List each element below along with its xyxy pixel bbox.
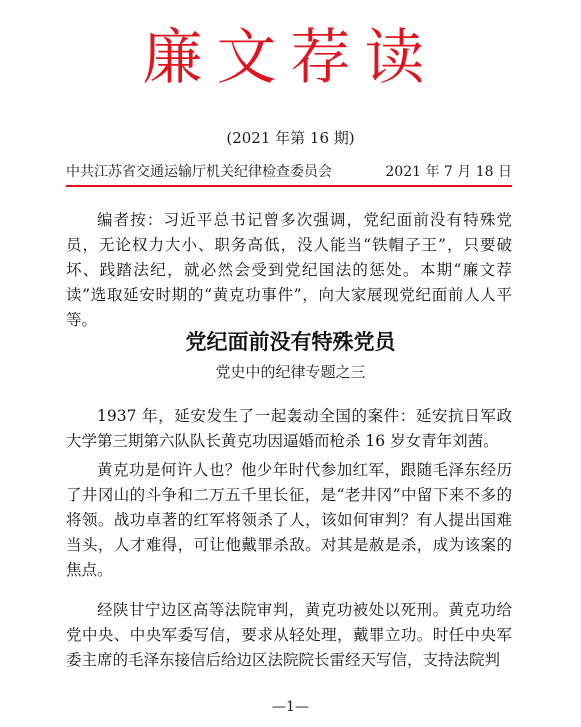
issue-date: 2021 年 7 月 18 日 [385, 164, 512, 180]
article-paragraph-3: 经陕甘宁边区高等法院审判，黄克功被处以死刑。黄克功给党中央、中央军委写信，要求从轻处理，戴罪立功。时任中央军委主席的毛泽东接信后给边区法院院长雷经天写信，支持法院判 [66, 601, 512, 669]
article-subtitle: 党史中的纪律专题之三 [215, 363, 366, 381]
issuing-organization: 中共江苏省交通运输厅机关纪律检查委员会 [66, 164, 332, 180]
red-divider-rule [66, 185, 512, 187]
page-number: —1— [272, 699, 309, 715]
article-paragraph-2: 黄克功是何许人也？他少年时代参加红军，跟随毛泽东经历了井冈山的斗争和二万五千里长征，是“老井冈”中留下来不多的将领。战功卓著的红军将领杀了人，该如何审判？有人提出国难当头，人才难得，可让他戴罪杀敌。对其是赦是杀，成为该案的焦点。 [66, 461, 512, 579]
editor-note [66, 208, 512, 333]
editor-note-text: 习近平总书记曾多次强调，党纪面前没有特殊党员，无论权力大小、职务高低，没人能当“铁帽子王”，只要破坏、践踏法纪，就必然会受到党纪国法的惩处。本期“廉文荐读”选取延安时期的“黄克功事件”，向大家展现党纪面前人人平等。 [66, 211, 512, 329]
header-info-line [66, 160, 512, 184]
masthead-title: 廉文荐读 [142, 23, 439, 93]
editor-note-label: 编者按： [97, 211, 164, 229]
article-paragraph-1: 1937 年，延安发生了一起轰动全国的案件：延安抗日军政大学第三期第六队队长黄克功因逼婚而枪杀 16 岁女青年刘茜。 [66, 407, 512, 450]
article-title: 党纪面前没有特殊党员 [185, 329, 396, 354]
issue-number: (2021 年第 16 期) [226, 129, 355, 147]
